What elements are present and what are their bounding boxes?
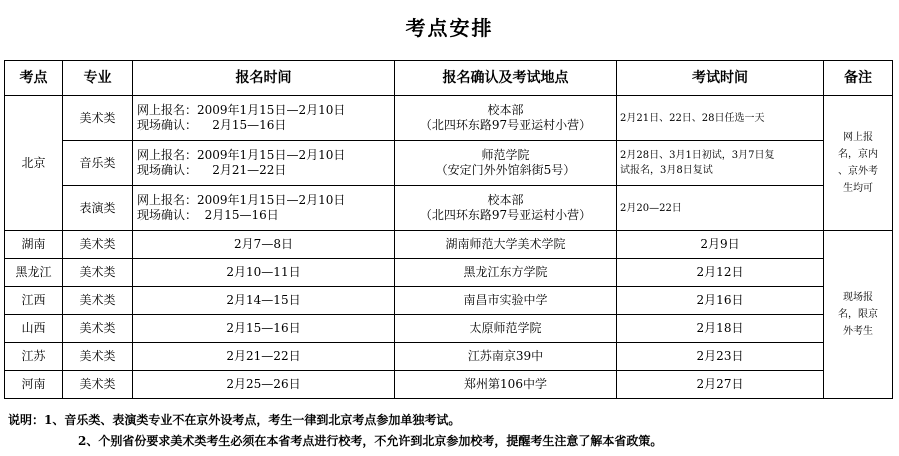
location-address: （北四环东路97号亚运村小营） — [419, 208, 592, 222]
reg-time-cell — [133, 186, 395, 231]
exam-site-table — [4, 60, 893, 399]
location-address: （北四环东路97号亚运村小营） — [419, 118, 592, 132]
major-cell: 美术类 — [63, 96, 133, 141]
reg-time-cell: 2月14—15日 — [133, 287, 395, 315]
reg-time-cell: 2月10—11日 — [133, 259, 395, 287]
site-cell: 江苏 — [5, 343, 63, 371]
site-cell: 湖南 — [5, 231, 63, 259]
exam-time-cell: 2月12日 — [617, 259, 824, 287]
table-row — [5, 343, 893, 371]
major-cell: 美术类 — [63, 287, 133, 315]
reg-time-cell — [133, 96, 395, 141]
major-cell: 美术类 — [63, 315, 133, 343]
exam-time-line: 试报名，3月8日复试 — [620, 165, 713, 176]
reg-time-cell: 2月7—8日 — [133, 231, 395, 259]
site-cell: 江西 — [5, 287, 63, 315]
exam-time-cell: 2月9日 — [617, 231, 824, 259]
remark-line: 、京外考 — [838, 166, 878, 177]
remark-line: 生均可 — [843, 183, 873, 194]
location-cell: 郑州第106中学 — [395, 371, 617, 399]
major-cell: 音乐类 — [63, 141, 133, 186]
remark-line: 现场报 — [843, 292, 873, 303]
location-cell — [395, 186, 617, 231]
remark-line: 网上报 — [843, 132, 873, 143]
table-row — [5, 259, 893, 287]
note-line-2: 2、个别省份要求美术类考生必须在本省考点进行校考，不允许到北京参加校考，提醒考生注意了解本省政策。 — [78, 434, 663, 448]
table-row — [5, 315, 893, 343]
reg-time-cell — [133, 141, 395, 186]
table-row — [5, 141, 893, 186]
major-cell: 美术类 — [63, 371, 133, 399]
onsite-confirm: 现场确认： 2月21—22日 — [137, 163, 287, 177]
remark-line: 名，京内 — [838, 149, 878, 160]
major-cell: 美术类 — [63, 343, 133, 371]
online-reg: 网上报名：2009年1月15日—2月10日 — [137, 193, 346, 207]
table-row — [5, 287, 893, 315]
header-major: 专业 — [63, 61, 133, 96]
exam-time-cell: 2月21日、22日、28日任选一天 — [617, 96, 824, 141]
table-row — [5, 371, 893, 399]
major-cell: 表演类 — [63, 186, 133, 231]
remark-line: 名，限京 — [838, 309, 878, 320]
location-cell: 湖南师范大学美术学院 — [395, 231, 617, 259]
header-location: 报名确认及考试地点 — [395, 61, 617, 96]
location-cell: 太原师范学院 — [395, 315, 617, 343]
remark-cell-beijing — [824, 96, 893, 231]
header-site: 考点 — [5, 61, 63, 96]
location-name: 校本部 — [487, 103, 524, 117]
online-reg: 网上报名：2009年1月15日—2月10日 — [137, 103, 346, 117]
exam-time-cell: 2月23日 — [617, 343, 824, 371]
header-exam-time: 考试时间 — [617, 61, 824, 96]
exam-time-cell: 2月16日 — [617, 287, 824, 315]
onsite-confirm: 现场确认： 2月15—16日 — [137, 208, 279, 222]
site-cell-beijing: 北京 — [5, 96, 63, 231]
notes-section — [8, 410, 662, 452]
header-remark: 备注 — [824, 61, 893, 96]
header-reg-time: 报名时间 — [133, 61, 395, 96]
reg-time-cell: 2月15—16日 — [133, 315, 395, 343]
note-line-1 — [8, 410, 662, 431]
remark-cell-others — [824, 231, 893, 399]
location-name: 师范学院 — [481, 148, 530, 162]
note-text: 1、音乐类、表演类专业不在京外设考点，考生一律到北京考点参加单独考试。 — [44, 413, 461, 427]
location-cell: 江苏南京39中 — [395, 343, 617, 371]
exam-time-cell: 2月20—22日 — [617, 186, 824, 231]
table-row — [5, 186, 893, 231]
location-cell — [395, 141, 617, 186]
onsite-confirm: 现场确认： 2月15—16日 — [137, 118, 287, 132]
notes-label: 说明： — [8, 413, 45, 427]
exam-time-cell: 2月18日 — [617, 315, 824, 343]
major-cell: 美术类 — [63, 231, 133, 259]
exam-time-cell: 2月27日 — [617, 371, 824, 399]
table-header-row — [5, 61, 893, 96]
location-name: 校本部 — [487, 193, 524, 207]
site-cell: 河南 — [5, 371, 63, 399]
remark-line: 外考生 — [843, 326, 873, 337]
exam-time-line: 2月28日、3月1日初试，3月7日复 — [620, 150, 775, 161]
exam-time-cell — [617, 141, 824, 186]
location-cell: 黑龙江东方学院 — [395, 259, 617, 287]
online-reg: 网上报名：2009年1月15日—2月10日 — [137, 148, 346, 162]
location-address: （安定门外外馆斜街5号） — [435, 163, 576, 177]
location-cell — [395, 96, 617, 141]
table-row — [5, 96, 893, 141]
major-cell: 美术类 — [63, 259, 133, 287]
table-row — [5, 231, 893, 259]
page-title: 考点安排 — [405, 16, 494, 40]
reg-time-cell: 2月21—22日 — [133, 343, 395, 371]
location-cell: 南昌市实验中学 — [395, 287, 617, 315]
reg-time-cell: 2月25—26日 — [133, 371, 395, 399]
site-cell: 山西 — [5, 315, 63, 343]
site-cell: 黑龙江 — [5, 259, 63, 287]
